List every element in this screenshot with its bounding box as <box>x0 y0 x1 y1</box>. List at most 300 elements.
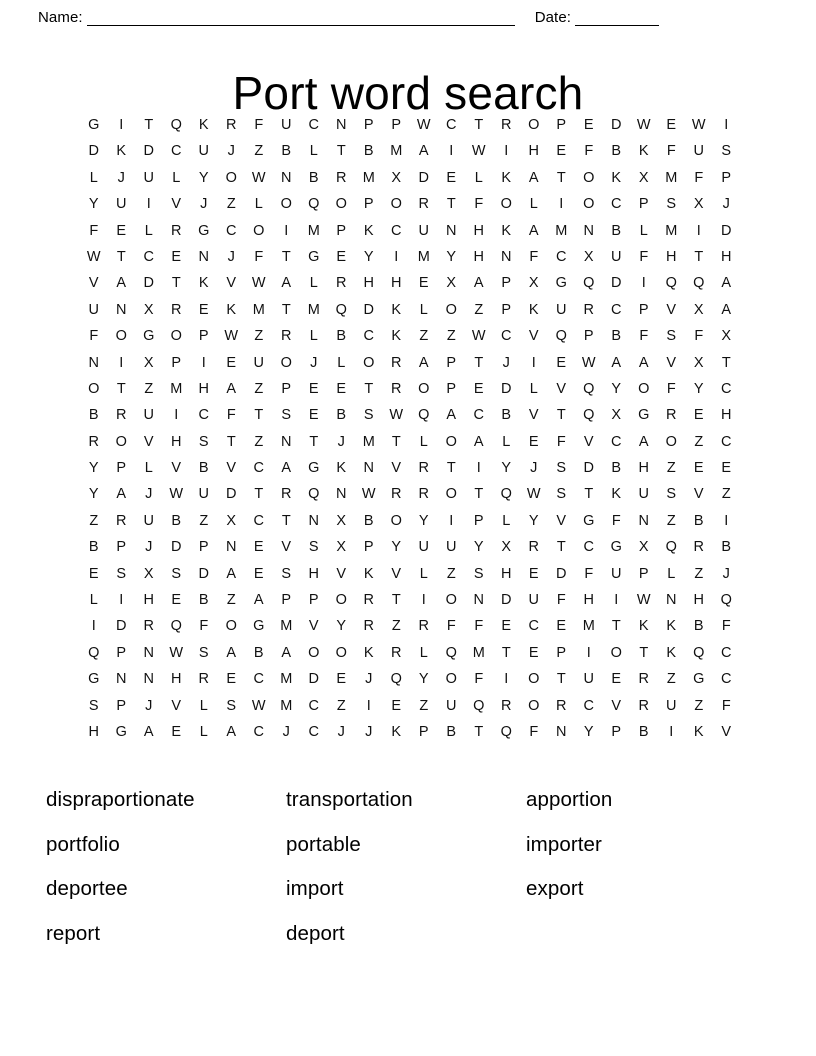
grid-cell[interactable]: A <box>143 723 154 740</box>
grid-cell[interactable]: K <box>198 117 209 133</box>
grid-cell[interactable]: B <box>171 512 182 529</box>
grid-cell[interactable]: R <box>666 407 677 424</box>
grid-cell[interactable]: E <box>501 618 512 635</box>
grid-cell[interactable]: B <box>336 328 347 345</box>
grid-cell[interactable]: A <box>418 143 429 160</box>
grid-cell[interactable]: L <box>529 196 538 213</box>
grid-cell[interactable]: H <box>391 275 402 292</box>
grid-cell[interactable]: T <box>721 354 731 371</box>
grid-cell[interactable]: K <box>116 143 127 160</box>
grid-cell[interactable]: Z <box>474 301 484 318</box>
grid-cell[interactable]: V <box>528 328 539 345</box>
grid-cell[interactable]: I <box>394 248 399 265</box>
grid-cell[interactable]: T <box>116 248 126 265</box>
grid-cell[interactable]: A <box>446 407 457 424</box>
grid-cell[interactable]: O <box>583 169 595 186</box>
grid-cell[interactable]: V <box>693 486 704 503</box>
grid-cell[interactable]: M <box>390 143 403 160</box>
grid-cell[interactable]: P <box>363 117 374 133</box>
grid-cell[interactable]: K <box>528 301 539 318</box>
grid-cell[interactable]: A <box>721 301 732 318</box>
grid-cell[interactable]: U <box>446 697 457 714</box>
grid-cell[interactable]: J <box>365 671 373 688</box>
grid-cell[interactable]: E <box>583 117 594 133</box>
grid-cell[interactable]: P <box>363 539 374 556</box>
grid-cell[interactable]: S <box>666 196 677 213</box>
grid-cell[interactable]: U <box>528 592 539 609</box>
grid-cell[interactable]: H <box>473 248 484 265</box>
grid-cell[interactable]: E <box>336 380 347 397</box>
grid-cell[interactable]: E <box>666 117 677 133</box>
grid-cell[interactable]: H <box>308 565 319 582</box>
grid-cell[interactable]: W <box>581 354 596 371</box>
date-input-line[interactable] <box>575 12 659 26</box>
grid-cell[interactable]: N <box>281 433 292 450</box>
grid-cell[interactable]: R <box>171 301 182 318</box>
grid-cell[interactable]: M <box>307 301 320 318</box>
grid-cell[interactable]: O <box>445 301 457 318</box>
grid-cell[interactable]: D <box>88 143 99 160</box>
grid-cell[interactable]: P <box>501 275 512 292</box>
grid-cell[interactable]: V <box>226 275 237 292</box>
grid-cell[interactable]: K <box>693 723 704 740</box>
grid-cell[interactable]: M <box>252 301 265 318</box>
grid-cell[interactable]: R <box>528 539 539 556</box>
grid-cell[interactable]: T <box>364 380 374 397</box>
grid-cell[interactable]: E <box>198 301 209 318</box>
grid-cell[interactable]: R <box>583 301 594 318</box>
grid-cell[interactable]: E <box>308 380 319 397</box>
grid-cell[interactable]: I <box>449 143 454 160</box>
grid-cell[interactable]: A <box>226 644 237 661</box>
grid-cell[interactable]: G <box>253 618 265 635</box>
grid-cell[interactable]: C <box>611 301 622 318</box>
grid-cell[interactable]: I <box>174 407 179 424</box>
grid-cell[interactable]: N <box>116 671 127 688</box>
grid-cell[interactable]: V <box>226 460 237 477</box>
grid-cell[interactable]: H <box>721 407 732 424</box>
grid-cell[interactable]: E <box>308 407 319 424</box>
grid-cell[interactable]: U <box>198 486 209 503</box>
grid-cell[interactable]: V <box>281 539 292 556</box>
grid-cell[interactable]: M <box>280 697 293 714</box>
grid-cell[interactable]: E <box>556 354 567 371</box>
grid-cell[interactable]: L <box>199 723 208 740</box>
grid-cell[interactable]: D <box>418 169 429 186</box>
grid-cell[interactable]: R <box>363 618 374 635</box>
grid-cell[interactable]: I <box>476 460 481 477</box>
grid-cell[interactable]: T <box>584 486 594 503</box>
grid-cell[interactable]: P <box>391 117 402 133</box>
grid-cell[interactable]: I <box>119 592 124 609</box>
grid-cell[interactable]: N <box>363 460 374 477</box>
grid-cell[interactable]: U <box>116 196 127 213</box>
grid-cell[interactable]: W <box>471 143 486 160</box>
grid-cell[interactable]: O <box>445 671 457 688</box>
grid-cell[interactable]: Y <box>693 380 704 397</box>
grid-cell[interactable]: R <box>363 592 374 609</box>
grid-cell[interactable]: K <box>226 301 237 318</box>
grid-cell[interactable]: T <box>391 433 401 450</box>
grid-cell[interactable]: F <box>666 143 676 160</box>
grid-cell[interactable]: I <box>696 222 701 239</box>
grid-cell[interactable]: N <box>556 723 567 740</box>
grid-cell[interactable]: U <box>583 671 594 688</box>
grid-cell[interactable]: R <box>391 380 402 397</box>
grid-cell[interactable]: K <box>666 618 677 635</box>
grid-cell[interactable]: T <box>309 433 319 450</box>
grid-cell[interactable]: O <box>170 328 182 345</box>
grid-cell[interactable]: X <box>143 354 154 371</box>
grid-cell[interactable]: T <box>446 196 456 213</box>
grid-cell[interactable]: I <box>586 644 591 661</box>
grid-cell[interactable]: O <box>390 512 402 529</box>
grid-cell[interactable]: E <box>391 697 402 714</box>
grid-cell[interactable]: Y <box>336 618 347 635</box>
grid-cell[interactable]: C <box>473 407 484 424</box>
grid-cell[interactable]: R <box>171 222 182 239</box>
grid-cell[interactable]: P <box>446 380 457 397</box>
grid-cell[interactable]: U <box>253 354 264 371</box>
grid-cell[interactable]: O <box>253 222 265 239</box>
grid-cell[interactable]: C <box>611 196 622 213</box>
grid-cell[interactable]: F <box>611 512 621 529</box>
grid-cell[interactable]: E <box>226 671 237 688</box>
grid-cell[interactable]: Z <box>336 697 346 714</box>
grid-cell[interactable]: S <box>473 565 484 582</box>
grid-cell[interactable]: E <box>171 723 182 740</box>
grid-cell[interactable]: F <box>694 169 704 186</box>
grid-cell[interactable]: N <box>143 644 154 661</box>
grid-cell[interactable]: Z <box>254 328 264 345</box>
grid-cell[interactable]: L <box>144 222 153 239</box>
grid-cell[interactable]: O <box>445 433 457 450</box>
grid-cell[interactable]: Y <box>418 671 429 688</box>
grid-cell[interactable]: U <box>143 169 154 186</box>
grid-cell[interactable]: Z <box>254 433 264 450</box>
grid-cell[interactable]: T <box>556 169 566 186</box>
grid-cell[interactable]: S <box>556 460 567 477</box>
grid-cell[interactable]: Z <box>666 512 676 529</box>
grid-cell[interactable]: C <box>501 328 512 345</box>
grid-cell[interactable]: C <box>556 248 567 265</box>
grid-cell[interactable]: N <box>116 301 127 318</box>
grid-cell[interactable]: T <box>474 354 484 371</box>
grid-cell[interactable]: C <box>721 671 732 688</box>
grid-cell[interactable]: X <box>693 196 704 213</box>
grid-cell[interactable]: O <box>335 196 347 213</box>
grid-cell[interactable]: U <box>693 143 704 160</box>
grid-cell[interactable]: P <box>198 328 209 345</box>
grid-cell[interactable]: L <box>172 169 181 186</box>
grid-cell[interactable]: N <box>501 248 512 265</box>
grid-cell[interactable]: S <box>281 565 292 582</box>
grid-cell[interactable]: A <box>226 723 237 740</box>
grid-cell[interactable]: H <box>638 460 649 477</box>
grid-cell[interactable]: E <box>693 460 704 477</box>
grid-cell[interactable]: I <box>724 117 729 133</box>
grid-cell[interactable]: X <box>336 512 347 529</box>
grid-cell[interactable]: W <box>251 169 266 186</box>
grid-cell[interactable]: T <box>254 407 264 424</box>
grid-cell[interactable]: W <box>471 328 486 345</box>
grid-cell[interactable]: B <box>363 143 374 160</box>
grid-cell[interactable]: T <box>391 592 401 609</box>
grid-cell[interactable]: N <box>473 592 484 609</box>
word-list-item[interactable]: dispraportionate <box>46 788 195 811</box>
grid-cell[interactable]: H <box>528 143 539 160</box>
grid-cell[interactable]: E <box>336 671 347 688</box>
grid-cell[interactable]: Y <box>528 512 539 529</box>
grid-cell[interactable]: E <box>253 539 264 556</box>
grid-cell[interactable]: M <box>665 222 678 239</box>
grid-cell[interactable]: Z <box>694 433 704 450</box>
word-list-item[interactable]: portable <box>286 832 361 856</box>
grid-cell[interactable]: Q <box>665 539 677 556</box>
grid-cell[interactable]: E <box>556 618 567 635</box>
grid-cell[interactable]: I <box>421 592 426 609</box>
grid-cell[interactable]: L <box>309 143 318 160</box>
grid-cell[interactable]: L <box>337 354 346 371</box>
grid-cell[interactable]: W <box>224 328 239 345</box>
grid-cell[interactable]: O <box>115 328 127 345</box>
grid-cell[interactable]: D <box>501 592 512 609</box>
grid-cell[interactable]: P <box>638 565 649 582</box>
grid-cell[interactable]: I <box>504 143 509 160</box>
grid-cell[interactable]: O <box>583 196 595 213</box>
grid-cell[interactable]: Y <box>583 723 594 740</box>
grid-cell[interactable]: G <box>638 407 650 424</box>
grid-cell[interactable]: M <box>280 671 293 688</box>
grid-cell[interactable]: Y <box>473 539 484 556</box>
grid-cell[interactable]: C <box>253 512 264 529</box>
grid-cell[interactable]: I <box>614 592 619 609</box>
grid-cell[interactable]: C <box>143 248 154 265</box>
grid-cell[interactable]: K <box>638 143 649 160</box>
grid-cell[interactable]: Z <box>254 143 264 160</box>
grid-cell[interactable]: G <box>610 539 622 556</box>
grid-cell[interactable]: C <box>721 380 732 397</box>
grid-cell[interactable]: O <box>445 486 457 503</box>
grid-cell[interactable]: N <box>226 539 237 556</box>
grid-cell[interactable]: Z <box>254 380 264 397</box>
grid-cell[interactable]: M <box>555 222 568 239</box>
grid-cell[interactable]: L <box>667 565 676 582</box>
grid-cell[interactable]: V <box>528 407 539 424</box>
grid-cell[interactable]: F <box>474 671 484 688</box>
grid-cell[interactable]: Z <box>226 592 236 609</box>
grid-cell[interactable]: F <box>639 328 649 345</box>
grid-cell[interactable]: J <box>282 723 290 740</box>
grid-cell[interactable]: L <box>254 196 263 213</box>
grid-cell[interactable]: D <box>226 486 237 503</box>
grid-cell[interactable]: J <box>337 723 345 740</box>
grid-cell[interactable]: X <box>446 275 457 292</box>
grid-cell[interactable]: R <box>501 697 512 714</box>
grid-cell[interactable]: R <box>226 117 237 133</box>
grid-cell[interactable]: J <box>145 486 153 503</box>
grid-cell[interactable]: Z <box>89 512 99 529</box>
grid-cell[interactable]: K <box>198 275 209 292</box>
grid-cell[interactable]: T <box>336 143 346 160</box>
grid-cell[interactable]: P <box>721 169 732 186</box>
grid-cell[interactable]: R <box>418 486 429 503</box>
grid-cell[interactable]: L <box>474 169 483 186</box>
grid-cell[interactable]: B <box>308 169 319 186</box>
grid-cell[interactable]: E <box>528 644 539 661</box>
grid-cell[interactable]: I <box>201 354 206 371</box>
grid-cell[interactable]: P <box>116 460 127 477</box>
grid-cell[interactable]: C <box>391 222 402 239</box>
grid-cell[interactable]: H <box>693 592 704 609</box>
grid-cell[interactable]: J <box>530 460 538 477</box>
grid-cell[interactable]: G <box>555 275 567 292</box>
grid-cell[interactable]: U <box>143 512 154 529</box>
grid-cell[interactable]: P <box>501 301 512 318</box>
grid-cell[interactable]: L <box>639 222 648 239</box>
grid-cell[interactable]: K <box>363 644 374 661</box>
grid-cell[interactable]: E <box>693 407 704 424</box>
grid-cell[interactable]: V <box>556 512 567 529</box>
word-list-item[interactable]: transportation <box>286 788 413 811</box>
grid-cell[interactable]: O <box>335 644 347 661</box>
grid-cell[interactable]: B <box>88 539 99 556</box>
grid-cell[interactable]: G <box>88 117 100 133</box>
grid-cell[interactable]: C <box>308 723 319 740</box>
grid-cell[interactable]: V <box>583 433 594 450</box>
grid-cell[interactable]: T <box>171 275 181 292</box>
grid-cell[interactable]: B <box>611 143 622 160</box>
grid-cell[interactable]: U <box>198 143 209 160</box>
grid-cell[interactable]: S <box>226 697 237 714</box>
grid-cell[interactable]: W <box>251 275 266 292</box>
grid-cell[interactable]: U <box>611 565 622 582</box>
grid-cell[interactable]: H <box>171 671 182 688</box>
grid-cell[interactable]: Y <box>363 248 374 265</box>
grid-cell[interactable]: C <box>446 117 457 133</box>
grid-cell[interactable]: E <box>556 143 567 160</box>
grid-cell[interactable]: K <box>501 222 512 239</box>
grid-cell[interactable]: U <box>446 539 457 556</box>
word-list-item[interactable]: importer <box>526 832 602 856</box>
grid-cell[interactable]: R <box>693 539 704 556</box>
grid-cell[interactable]: B <box>281 143 292 160</box>
grid-cell[interactable]: L <box>419 565 428 582</box>
grid-cell[interactable]: B <box>693 618 704 635</box>
grid-cell[interactable]: L <box>309 328 318 345</box>
grid-cell[interactable]: N <box>336 486 347 503</box>
grid-cell[interactable]: J <box>502 354 510 371</box>
grid-cell[interactable]: P <box>363 196 374 213</box>
grid-cell[interactable]: P <box>418 723 429 740</box>
grid-cell[interactable]: G <box>308 248 320 265</box>
grid-cell[interactable]: Y <box>611 380 622 397</box>
grid-cell[interactable]: X <box>693 354 704 371</box>
grid-cell[interactable]: U <box>638 486 649 503</box>
grid-cell[interactable]: O <box>528 697 540 714</box>
grid-cell[interactable]: P <box>308 592 319 609</box>
grid-cell[interactable]: L <box>502 433 511 450</box>
grid-cell[interactable]: F <box>556 592 566 609</box>
grid-cell[interactable]: D <box>611 275 622 292</box>
grid-cell[interactable]: E <box>171 592 182 609</box>
grid-cell[interactable]: E <box>253 565 264 582</box>
grid-cell[interactable]: R <box>281 486 292 503</box>
grid-cell[interactable]: E <box>528 433 539 450</box>
grid-cell[interactable]: E <box>116 222 127 239</box>
grid-cell[interactable]: A <box>226 565 237 582</box>
grid-cell[interactable]: C <box>308 697 319 714</box>
grid-cell[interactable]: P <box>446 354 457 371</box>
grid-cell[interactable]: F <box>639 248 649 265</box>
grid-cell[interactable]: Y <box>88 196 99 213</box>
grid-cell[interactable]: T <box>144 117 154 133</box>
grid-cell[interactable]: C <box>583 697 594 714</box>
grid-cell[interactable]: X <box>143 301 154 318</box>
grid-cell[interactable]: N <box>666 592 677 609</box>
grid-cell[interactable]: B <box>198 592 209 609</box>
grid-cell[interactable]: L <box>529 380 538 397</box>
grid-cell[interactable]: C <box>363 328 374 345</box>
grid-cell[interactable]: N <box>638 512 649 529</box>
grid-cell[interactable]: H <box>171 433 182 450</box>
grid-cell[interactable]: T <box>474 723 484 740</box>
grid-cell[interactable]: V <box>391 460 402 477</box>
grid-cell[interactable]: F <box>226 407 236 424</box>
grid-cell[interactable]: P <box>171 354 182 371</box>
grid-cell[interactable]: I <box>284 222 289 239</box>
grid-cell[interactable]: L <box>309 275 318 292</box>
grid-cell[interactable]: T <box>116 380 126 397</box>
grid-cell[interactable]: U <box>666 697 677 714</box>
grid-cell[interactable]: T <box>226 433 236 450</box>
grid-cell[interactable]: S <box>666 328 677 345</box>
grid-cell[interactable]: H <box>583 592 594 609</box>
grid-cell[interactable]: A <box>418 354 429 371</box>
grid-cell[interactable]: Q <box>720 592 732 609</box>
grid-cell[interactable]: B <box>501 407 512 424</box>
grid-cell[interactable]: G <box>88 671 100 688</box>
grid-cell[interactable]: O <box>88 380 100 397</box>
grid-cell[interactable]: Q <box>88 644 100 661</box>
grid-cell[interactable]: W <box>86 248 101 265</box>
grid-cell[interactable]: V <box>171 460 182 477</box>
grid-cell[interactable]: H <box>198 380 209 397</box>
grid-cell[interactable]: J <box>200 196 208 213</box>
grid-cell[interactable]: K <box>638 618 649 635</box>
grid-cell[interactable]: W <box>361 486 376 503</box>
word-list-item[interactable]: import <box>286 877 344 900</box>
grid-cell[interactable]: J <box>722 565 730 582</box>
grid-cell[interactable]: I <box>504 671 509 688</box>
grid-cell[interactable]: O <box>418 380 430 397</box>
grid-cell[interactable]: B <box>88 407 99 424</box>
grid-cell[interactable]: B <box>198 460 209 477</box>
grid-cell[interactable]: Z <box>226 196 236 213</box>
grid-cell[interactable]: W <box>169 644 184 661</box>
grid-cell[interactable]: V <box>171 196 182 213</box>
grid-cell[interactable]: K <box>611 486 622 503</box>
grid-cell[interactable]: U <box>281 117 292 133</box>
grid-cell[interactable]: R <box>116 512 127 529</box>
grid-cell[interactable]: Q <box>555 328 567 345</box>
grid-cell[interactable]: B <box>611 222 622 239</box>
grid-cell[interactable]: O <box>115 433 127 450</box>
grid-cell[interactable]: F <box>254 117 264 133</box>
grid-cell[interactable]: X <box>528 275 539 292</box>
grid-cell[interactable]: Z <box>446 328 456 345</box>
grid-cell[interactable]: Z <box>144 380 154 397</box>
